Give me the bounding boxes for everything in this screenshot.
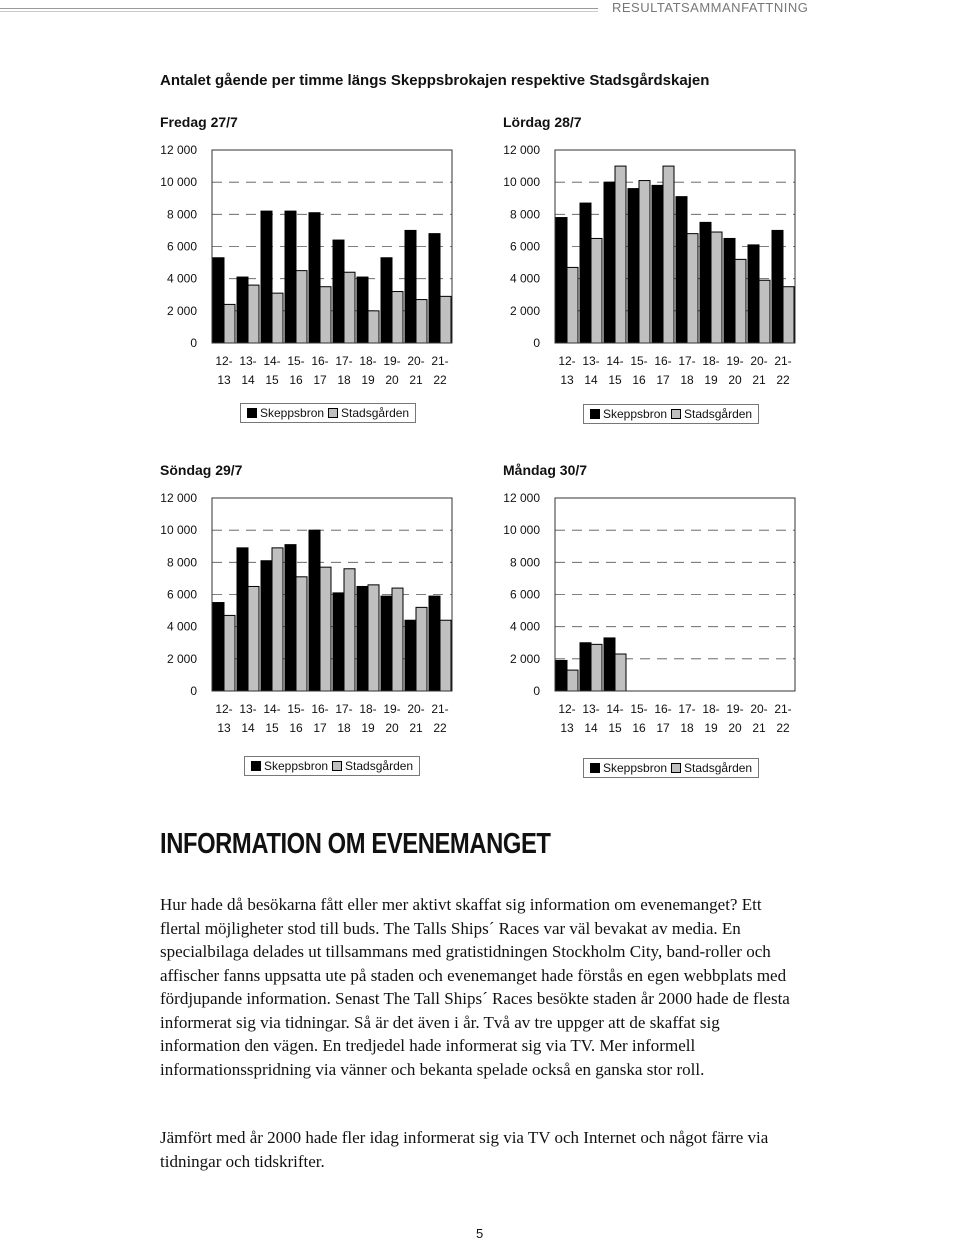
bar — [615, 654, 626, 691]
legend-item-stadsgarden — [671, 761, 752, 775]
bar — [759, 280, 770, 343]
legend-item-skeppsbron — [251, 759, 328, 773]
y-tick-label: 2 000 — [509, 651, 540, 666]
x-tick-label: 15-16 — [630, 702, 648, 735]
bar — [700, 222, 711, 343]
legend-label-stadsgarden: Stadsgården — [341, 406, 410, 420]
y-tick-label: 6 000 — [166, 239, 197, 254]
legend-label-stadsgarden: Stadsgården — [684, 761, 753, 775]
y-tick-label: 2 000 — [509, 303, 540, 318]
bar — [567, 267, 578, 343]
x-tick-label: 20-21 — [750, 354, 768, 387]
x-tick-label: 21-22 — [774, 702, 792, 735]
bar — [748, 245, 759, 343]
bar — [248, 285, 259, 343]
x-tick-label: 18-19 — [359, 702, 377, 735]
bar — [248, 586, 259, 691]
bar — [735, 259, 746, 343]
bar — [687, 234, 698, 343]
bar — [676, 197, 687, 343]
x-tick-label: 13-14 — [582, 702, 600, 735]
bar — [628, 189, 639, 343]
chart-lordag — [495, 114, 815, 421]
y-tick-label: 4 000 — [166, 271, 197, 286]
legend-label-stadsgarden: Stadsgården — [345, 759, 414, 773]
bar — [272, 548, 283, 691]
x-tick-label: 16-17 — [654, 702, 672, 735]
bar — [615, 166, 626, 343]
x-tick-label: 14-15 — [263, 354, 281, 387]
x-tick-label: 21-22 — [431, 354, 449, 387]
main-title: Antalet gående per timme längs Skeppsbrokajen respektive Stadsgårdskajen — [160, 72, 710, 89]
y-tick-label: 12 000 — [160, 491, 197, 505]
info-paragraph-1: Hur hade då besökarna fått eller mer aktivt skaffat sig information om evenemanget? Ett flertal möjligheter stod till buds. The Talls Ships´ Races var väl bevakat av media. En specialbilaga delades ut tillsammans med gratistidningen Stockholm City, band-roller och affischer fanns uppsatta ute på staden och evenemanget hade förstås en egen webbplats med fördjupande information. Senast The Tall Ships´ Races besökte staden år 2000 hade de flesta informerat sig via tidningar. Så är det även i år. Två av tre uppger att de skaffat sig information den vägen. En tredjedel hade informerat sig via TV. Mer informell informationsspridning via vänner och bekanta spelade också en ganska stor roll. — [160, 895, 790, 1079]
y-tick-label: 0 — [533, 336, 540, 350]
y-tick-label: 0 — [533, 684, 540, 698]
bar — [711, 232, 722, 343]
y-tick-label: 0 — [190, 684, 197, 698]
x-tick-label: 19-20 — [726, 354, 744, 387]
x-tick-label: 19-20 — [383, 702, 401, 735]
y-tick-label: 8 000 — [166, 207, 197, 222]
x-tick-label: 19-20 — [726, 702, 744, 735]
chart-title: Fredag 27/7 — [160, 114, 238, 130]
legend-item-skeppsbron — [247, 406, 324, 420]
bar — [392, 292, 403, 343]
chart-title: Söndag 29/7 — [160, 462, 243, 478]
bar — [440, 296, 451, 343]
bar — [296, 271, 307, 343]
bar — [320, 287, 331, 343]
legend-item-stadsgarden — [328, 406, 409, 420]
y-tick-label: 6 000 — [509, 239, 540, 254]
legend-swatch-skeppsbron — [251, 761, 261, 771]
x-tick-label: 14-15 — [606, 702, 624, 735]
bar — [333, 593, 344, 691]
bar — [440, 620, 451, 691]
info-heading: INFORMATION OM EVENEMANGET — [160, 828, 551, 860]
bar — [261, 561, 272, 691]
x-tick-label: 17-18 — [678, 354, 696, 387]
x-tick-label: 20-21 — [750, 702, 768, 735]
y-tick-label: 12 000 — [503, 491, 540, 505]
bar — [272, 293, 283, 343]
x-tick-label: 13-14 — [239, 702, 257, 735]
x-tick-label: 15-16 — [287, 354, 305, 387]
y-tick-label: 10 000 — [160, 175, 197, 190]
header-rule-thin — [0, 11, 598, 12]
bar — [556, 218, 567, 343]
bar — [416, 300, 427, 343]
legend-item-skeppsbron — [590, 407, 667, 421]
x-tick-label: 20-21 — [407, 354, 425, 387]
bar — [296, 577, 307, 691]
bar — [429, 234, 440, 343]
x-tick-label: 21-22 — [431, 702, 449, 735]
legend-swatch-stadsgarden — [671, 763, 681, 773]
y-tick-label: 10 000 — [503, 523, 540, 538]
bar — [224, 304, 235, 343]
legend-label-stadsgarden: Stadsgården — [684, 407, 753, 421]
y-tick-label: 10 000 — [503, 175, 540, 190]
legend-item-skeppsbron — [590, 761, 667, 775]
x-tick-label: 13-14 — [582, 354, 600, 387]
header-rule — [0, 8, 598, 9]
chart-mandag — [495, 462, 815, 775]
bar — [309, 213, 320, 343]
chart-legend — [244, 756, 420, 776]
chart-title: Måndag 30/7 — [503, 462, 588, 478]
legend-swatch-stadsgarden — [332, 761, 342, 771]
bar — [663, 166, 674, 343]
x-tick-label: 13-14 — [239, 354, 257, 387]
legend-label-skeppsbron: Skeppsbron — [603, 761, 668, 775]
bar — [357, 586, 368, 691]
bar — [639, 181, 650, 343]
y-tick-label: 0 — [190, 336, 197, 350]
x-tick-label: 16-17 — [311, 702, 329, 735]
y-tick-label: 8 000 — [166, 555, 197, 570]
y-tick-label: 8 000 — [509, 555, 540, 570]
bar — [344, 569, 355, 691]
chart-svg-lordag — [495, 114, 815, 394]
chart-sondag — [152, 462, 472, 773]
legend-swatch-stadsgarden — [328, 408, 338, 418]
bar — [556, 660, 567, 691]
bar — [237, 277, 248, 343]
x-tick-label: 20-21 — [407, 702, 425, 735]
bar — [604, 638, 615, 691]
chart-legend — [240, 403, 416, 423]
x-tick-label: 17-18 — [335, 702, 353, 735]
legend-swatch-stadsgarden — [671, 409, 681, 419]
bar — [381, 596, 392, 691]
chart-title: Lördag 28/7 — [503, 114, 582, 130]
x-tick-label: 16-17 — [311, 354, 329, 387]
bar — [416, 607, 427, 691]
x-tick-label: 17-18 — [678, 702, 696, 735]
y-tick-label: 4 000 — [509, 619, 540, 634]
legend-label-skeppsbron: Skeppsbron — [264, 759, 329, 773]
x-tick-label: 12-13 — [215, 702, 233, 735]
bar — [567, 670, 578, 691]
bar — [772, 230, 783, 343]
x-tick-label: 18-19 — [702, 354, 720, 387]
bar — [783, 287, 794, 343]
bar — [320, 567, 331, 691]
bar — [213, 603, 224, 691]
section-header: RESULTATSAMMANFATTNING — [612, 0, 809, 15]
y-tick-label: 2 000 — [166, 303, 197, 318]
x-tick-label: 18-19 — [702, 702, 720, 735]
bar — [580, 643, 591, 691]
legend-label-skeppsbron: Skeppsbron — [603, 407, 668, 421]
bar — [604, 182, 615, 343]
x-tick-label: 12-13 — [558, 702, 576, 735]
x-tick-label: 12-13 — [558, 354, 576, 387]
chart-legend — [583, 404, 759, 424]
bar — [309, 530, 320, 691]
bar — [724, 238, 735, 343]
bar — [368, 585, 379, 691]
chart-svg-fredag — [152, 114, 472, 394]
legend-swatch-skeppsbron — [247, 408, 257, 418]
x-tick-label: 12-13 — [215, 354, 233, 387]
x-tick-label: 15-16 — [630, 354, 648, 387]
chart-svg-mandag — [495, 462, 815, 742]
bar — [405, 620, 416, 691]
x-tick-label: 14-15 — [606, 354, 624, 387]
x-tick-label: 18-19 — [359, 354, 377, 387]
bar — [580, 203, 591, 343]
x-tick-label: 15-16 — [287, 702, 305, 735]
bar — [285, 545, 296, 691]
bar — [652, 185, 663, 343]
legend-swatch-skeppsbron — [590, 763, 600, 773]
legend-item-stadsgarden — [332, 759, 413, 773]
bar — [344, 272, 355, 343]
bar — [213, 258, 224, 343]
x-tick-label: 17-18 — [335, 354, 353, 387]
bar — [261, 211, 272, 343]
chart-fredag — [152, 114, 472, 420]
bar — [405, 230, 416, 343]
y-tick-label: 6 000 — [509, 587, 540, 602]
x-tick-label: 14-15 — [263, 702, 281, 735]
bar — [429, 596, 440, 691]
y-tick-label: 12 000 — [160, 143, 197, 157]
y-tick-label: 12 000 — [503, 143, 540, 157]
bar — [392, 588, 403, 691]
bar — [237, 548, 248, 691]
x-tick-label: 19-20 — [383, 354, 401, 387]
legend-label-skeppsbron: Skeppsbron — [260, 406, 325, 420]
bar — [591, 644, 602, 691]
bar — [368, 311, 379, 343]
chart-svg-sondag — [152, 462, 472, 742]
y-tick-label: 4 000 — [509, 271, 540, 286]
bar — [333, 240, 344, 343]
bar — [357, 277, 368, 343]
y-tick-label: 10 000 — [160, 523, 197, 538]
page-number: 5 — [476, 1226, 484, 1241]
y-tick-label: 8 000 — [509, 207, 540, 222]
x-tick-label: 16-17 — [654, 354, 672, 387]
info-paragraph-2: Jämfört med år 2000 hade fler idag informerat sig via TV och Internet och något färre via tidningar och tidskrifter. — [160, 1128, 769, 1171]
x-tick-label: 21-22 — [774, 354, 792, 387]
y-tick-label: 4 000 — [166, 619, 197, 634]
bar — [285, 211, 296, 343]
y-tick-label: 2 000 — [166, 651, 197, 666]
bar — [591, 238, 602, 343]
bar — [381, 258, 392, 343]
legend-item-stadsgarden — [671, 407, 752, 421]
bar — [224, 615, 235, 691]
chart-legend — [583, 758, 759, 778]
legend-swatch-skeppsbron — [590, 409, 600, 419]
y-tick-label: 6 000 — [166, 587, 197, 602]
